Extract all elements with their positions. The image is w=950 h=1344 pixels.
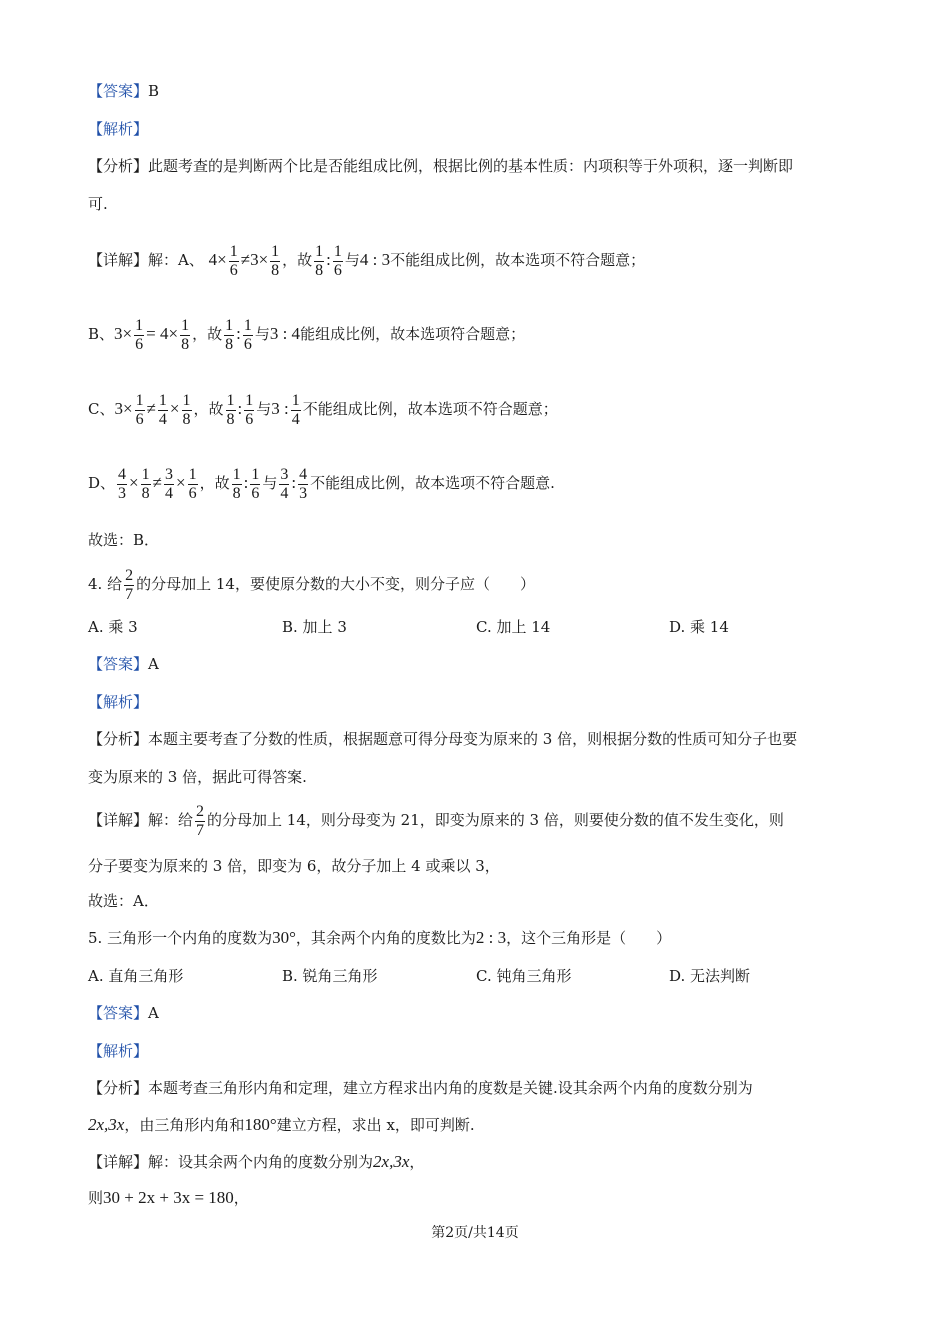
q5-stem [88,927,890,949]
numerator: 1 [226,391,235,409]
fraction [224,317,234,354]
numerator: 1 [181,316,190,334]
denominator: 7 [196,821,205,839]
q3-detail-d [88,463,890,503]
q3-fenxi-line1 [88,155,890,177]
fraction [226,392,236,429]
denominator: 8 [181,335,190,353]
fraction [158,392,168,429]
fraction [117,466,127,503]
text: 与 [262,474,278,492]
denominator: 3 [299,484,308,502]
math-term: 4× [208,250,227,269]
text: 与 [254,325,270,343]
q4-conclusion [88,890,890,912]
fraction [232,466,242,503]
q3-fenxi-line2 [88,193,890,215]
q4-stem [88,562,890,606]
numerator: 1 [333,242,342,260]
jiexi-tag: 【解析】 [88,120,149,138]
option-c: C. 加上 14 [476,618,551,636]
denominator: 8 [226,410,235,428]
xiangjie-tag: 【详解】 [88,1153,149,1171]
fraction [195,803,205,840]
denominator: 3 [118,484,127,502]
detail-text: ， [409,1153,425,1171]
math-term: × [169,399,180,418]
answer-value: B [148,82,160,100]
fraction [135,392,145,429]
fraction [229,243,239,280]
jiexi-tag: 【解析】 [88,693,149,711]
numerator: 1 [291,391,300,409]
answer-tag: 【答案】 [88,1004,149,1022]
page-footer: 第2页/共14页 [431,1225,519,1241]
q4-fenxi-line1 [88,728,890,750]
ratio-colon: : [243,473,249,492]
text: 与 [344,251,360,269]
fenxi-text: 此题考查的是判断两个比是否能组成比例，根据比例的基本性质：内项积等于外项积，逐一判断即 [148,157,794,175]
q4-detail-line2 [88,855,890,877]
denominator: 8 [271,261,280,279]
q4-answer-line [88,653,890,675]
option-a: A. 直角三角形 [88,967,184,985]
denominator: 6 [135,410,144,428]
fraction [270,243,280,280]
fraction [188,466,198,503]
jiexi-tag: 【解析】 [88,1042,149,1060]
detail-text: 则 [88,1189,104,1207]
numerator: 1 [245,391,254,409]
math-term: 3× [114,399,133,418]
numerator: 4 [118,465,127,483]
detail-text: 解：设其余两个内角的度数分别为 [148,1153,374,1171]
denominator: 4 [158,410,167,428]
denominator: 4 [291,410,300,428]
math-term: 2x,3x [88,1115,125,1134]
q3-jiexi-line [88,118,890,140]
option-c: C. 钝角三角形 [476,967,572,985]
xiangjie-tag: 【详解】 [88,811,149,829]
q5-equation [88,1187,890,1209]
ratio-colon: : [291,473,297,492]
option-a: A. 乘 3 [88,618,138,636]
q5-jiexi-line [88,1040,890,1062]
question-text: 5. 三角形一个内角的度数为 [88,929,273,947]
fenxi-text: ，由三角形内角和 [124,1116,245,1134]
numerator: 1 [188,465,197,483]
denominator: 6 [135,335,144,353]
numerator: 1 [135,391,144,409]
numerator: 1 [251,465,260,483]
answer-tag: 【答案】 [88,82,149,100]
q5-fenxi-line2 [88,1114,890,1136]
numerator: 2 [196,802,205,820]
denominator: 6 [243,335,252,353]
math-term: × [129,473,139,492]
math-term: ≠ [152,473,162,492]
fraction [180,317,190,354]
q4-detail-line1 [88,798,890,842]
math-term: 30° [272,928,296,947]
option-b: B. 加上 3 [282,618,347,636]
math-term: ≠3× [240,250,269,269]
numerator: 1 [225,316,234,334]
q5-answer-line [88,1002,890,1024]
conclusion-text: 故选：A． [88,892,159,910]
text: ，故 [282,251,313,269]
fraction [243,317,253,354]
denominator: 4 [280,484,289,502]
text: ，故 [199,474,230,492]
denominator: 7 [125,585,134,603]
fraction [134,317,144,354]
denominator: 8 [232,484,241,502]
fenxi-tag: 【分析】 [88,730,149,748]
math-term: 180° [244,1115,277,1134]
ratio: 2 : 3 [475,928,507,947]
fenxi-text: 本题考查三角形内角和定理，建立方程求出内角的度数是关键.设其余两个内角的度数分别为 [148,1079,753,1097]
math-term: = 4× [146,324,179,343]
question-text: ，其余两个内角的度数比为 [295,929,476,947]
fraction [182,392,192,429]
q3-answer-line [88,80,890,102]
denominator: 4 [164,484,173,502]
xiangjie-tag: 【详解】 [88,251,149,269]
text: 不能组成比例，故本选项不符合题意； [390,251,646,269]
option-label: C、 [88,400,115,418]
question-text: 4. 给 [88,575,123,593]
fenxi-text: 可. [88,195,108,213]
text: ，故 [192,325,223,343]
numerator: 1 [271,242,280,260]
denominator: 8 [315,261,324,279]
answer-value: A [148,655,159,673]
ratio: 3 : 4 [269,324,301,343]
fenxi-text: 变为原来的 3 倍，据此可得答案. [88,768,307,786]
numerator: 4 [299,465,308,483]
q5-detail-line1 [88,1151,890,1173]
text: 能组成比例，故本选项符合题意； [300,325,526,343]
fraction [333,243,343,280]
denominator: 6 [251,484,260,502]
fraction [298,466,308,503]
q3-conclusion [88,529,890,551]
denominator: 6 [229,261,238,279]
fenxi-text: 本题主要考查了分数的性质，根据题意可得分母变为原来的 3 倍，则根据分数的性质可知分子也要 [148,730,798,748]
numerator: 2 [125,566,134,584]
fraction [124,567,134,604]
math-term: × [175,473,186,492]
detail-text: 分子要变为原来的 3 倍，即变为 6，故分子加上 4 或乘以 3， [88,857,500,875]
option-label: B、 [88,325,115,343]
ratio: 3 : [271,399,289,418]
fraction [291,392,301,429]
text: 不能组成比例，故本选项不符合题意. [310,474,555,492]
fraction [279,466,289,503]
conclusion-text: 故选：B． [88,531,160,549]
equation: 30 + 2x + 3x = 180 [103,1188,234,1207]
detail-text: 解：给 [148,811,194,829]
numerator: 1 [141,465,150,483]
text: ，故 [193,400,224,418]
option-d: D. 乘 14 [669,618,729,636]
fenxi-text: 建立方程，求出 x，即可判断. [276,1116,475,1134]
text: 与 [256,400,272,418]
denominator: 8 [182,410,191,428]
numerator: 1 [229,242,238,260]
ratio: 4 : 3 [359,250,391,269]
q4-jiexi-line [88,691,890,713]
denominator: 6 [333,261,342,279]
q3-detail-c [88,389,890,429]
question-text: ，这个三角形是（ ） [506,929,672,947]
text: 不能组成比例，故本选项不符合题意； [302,400,558,418]
fraction [314,243,324,280]
q5-fenxi-line1 [88,1077,890,1099]
denominator: 6 [188,484,197,502]
numerator: 1 [158,391,167,409]
ratio-colon: : [237,399,243,418]
answer-tag: 【答案】 [88,655,149,673]
option-label: 解：A、 [148,251,204,269]
numerator: 3 [164,465,173,483]
numerator: 1 [243,316,252,334]
question-text: 的分母加上 14，要使原分数的大小不变，则分子应（ ） [136,575,535,593]
fraction [164,466,174,503]
ratio-colon: : [236,324,241,343]
fenxi-tag: 【分析】 [88,1079,149,1097]
denominator: 6 [245,410,254,428]
option-d: D. 无法判断 [669,967,751,985]
fraction [250,466,260,503]
denominator: 8 [225,335,234,353]
answer-value: A [148,1004,159,1022]
numerator: 1 [232,465,241,483]
numerator: 3 [280,465,289,483]
numerator: 1 [315,242,324,260]
math-term: 2x,3x [373,1152,410,1171]
math-term: ≠ [146,399,156,418]
detail-text: 的分母加上 14，则分母变为 21，即变为原来的 3 倍，则要使分数的值不发生变化，则 [207,811,784,829]
q4-fenxi-line2 [88,766,890,788]
numerator: 1 [182,391,191,409]
q3-detail-b [88,314,890,354]
fraction [244,392,254,429]
numerator: 1 [135,316,144,334]
q3-detail-a [88,240,890,280]
detail-text: ， [233,1189,249,1207]
option-b: B. 锐角三角形 [282,967,378,985]
fenxi-tag: 【分析】 [88,157,149,175]
math-term: 3× [114,324,133,343]
ratio-colon: : [326,250,331,269]
fraction [141,466,151,503]
denominator: 8 [141,484,150,502]
option-label: D、 [88,474,116,492]
